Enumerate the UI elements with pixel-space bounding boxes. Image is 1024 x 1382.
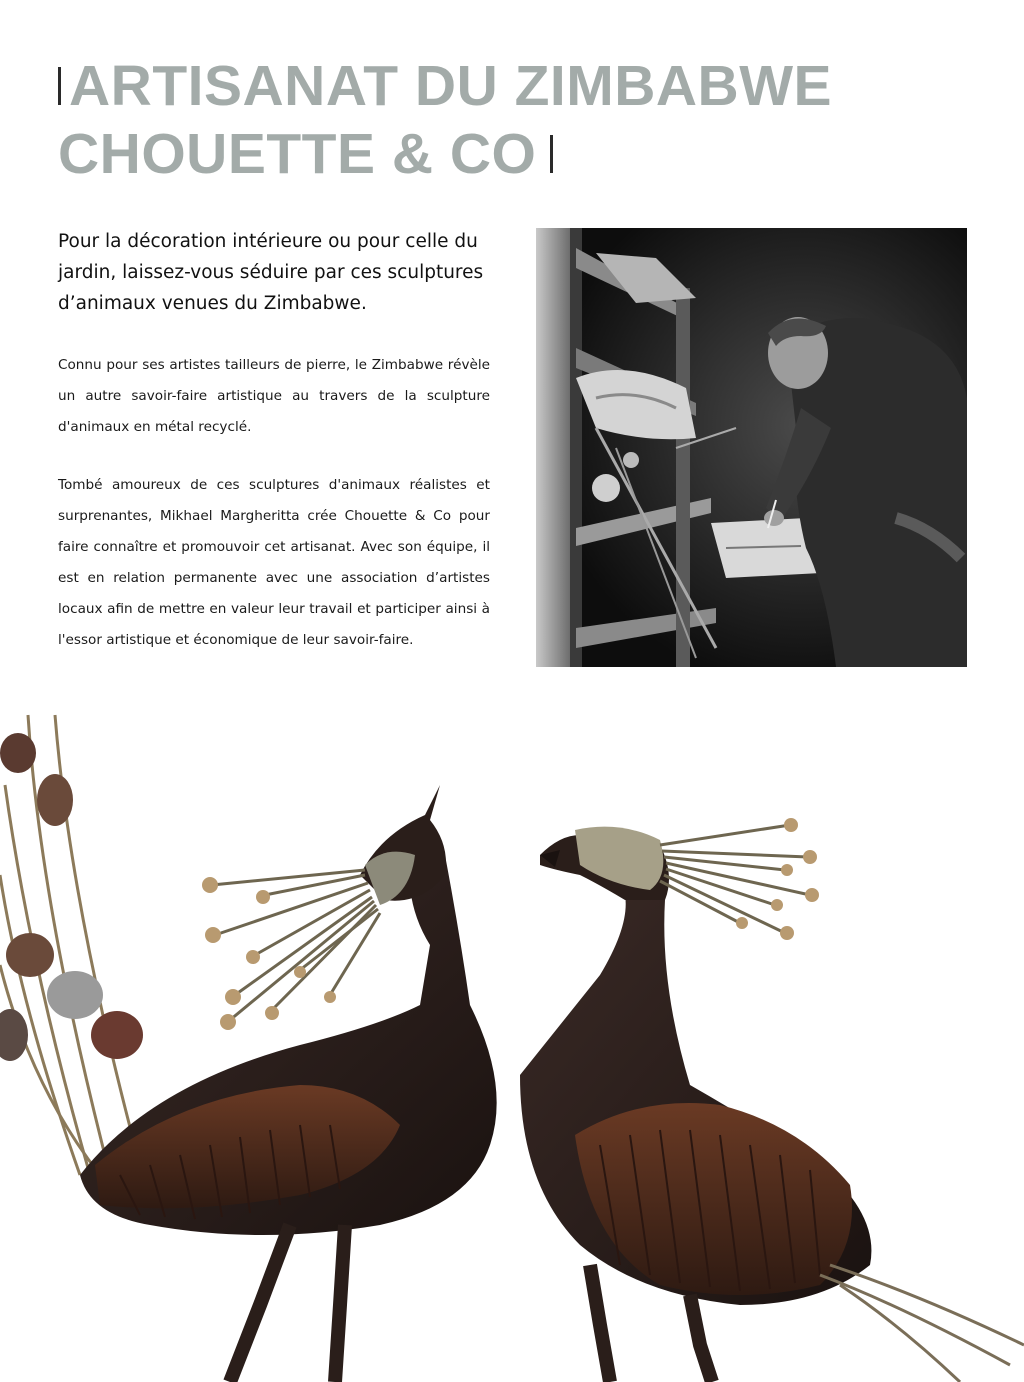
- lead-paragraph: Pour la décoration intérieure ou pour celle du jardin, laissez-vous séduire par ces sculptures d’animaux venues du Zimbabwe.: [58, 231, 484, 314]
- page-title: [58, 52, 958, 188]
- sculpture-photo: [0, 705, 1024, 1382]
- bird-sculptures-illustration: [0, 705, 1024, 1382]
- body-paragraph-1: Connu pour ses artistes tailleurs de pierre, le Zimbabwe révèle un autre savoir-faire artistique au travers de la sculpture d'animaux en métal recyclé.: [58, 357, 490, 435]
- artisan-photo: [536, 228, 967, 667]
- title-line-1: ARTISANAT DU ZIMBABWE: [69, 54, 833, 118]
- title-bar-right: [550, 135, 553, 173]
- artisan-photo-illustration: [536, 228, 967, 667]
- title-bar-left: [58, 67, 61, 105]
- body-paragraph-2: Tombé amoureux de ces sculptures d'animaux réalistes et surprenantes, Mikhael Margheritta crée Chouette & Co pour faire connaître et promouvoir cet artisanat. Avec son équipe, il est en relation permanente avec une association d’artistes locaux afin de mettre en valeur leur travail et participer ainsi à l'essor artistique et économique de leur savoir-faire.: [58, 477, 490, 648]
- title-line-2: CHOUETTE & CO: [58, 122, 537, 186]
